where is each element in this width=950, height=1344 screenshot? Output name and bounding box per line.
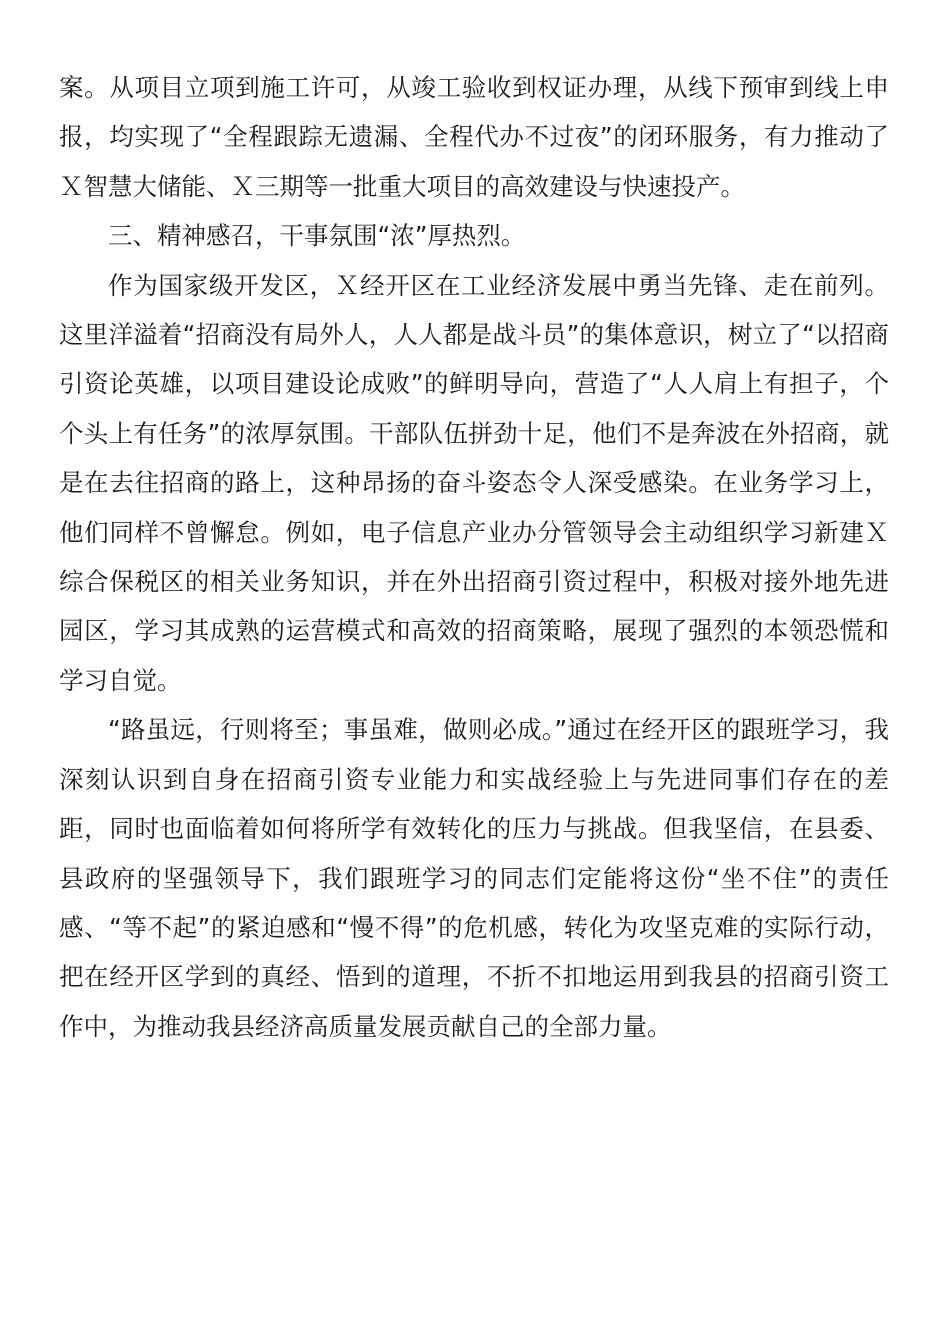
document-body: [59, 63, 889, 1051]
section-heading: 三、精神感召，干事氛围“浓”厚热烈。: [108, 221, 526, 251]
paragraph-conclusion: “路虽远，行则将至；事虽难，做则必成。”通过在经开区的跟班学习，我深刻认识到自身在招商引资专业能力和实战经验上与先进同事们存在的差距，同时也面临着如何将所学有效转化的压力与挑战。但我坚信，在县委、县政府的坚强领导下，我们跟班学习的同志们定能将这份“坐不住”的责任感、“等不起”的紧迫感和“慢不得”的危机感，转化为攻坚克难的实际行动，把在经开区学到的真经、悟到的道理，不折不扣地运用到我县的招商引资工作中，为推动我县经济高质量发展贡献自己的全部力量。: [59, 715, 889, 1041]
paragraph-continuation: 案。从项目立项到施工许可，从竣工验收到权证办理，从线下预审到线上申报，均实现了“全程跟踪无遗漏、全程代办不过夜”的闭环服务，有力推动了Ｘ智慧大储能、Ｘ三期等一批重大项目的高效建设与快速投产。: [59, 73, 889, 201]
paragraph-atmosphere: 作为国家级开发区，Ｘ经开区在工业经济发展中勇当先锋、走在前列。这里洋溢着“招商没有局外人，人人都是战斗员”的集体意识，树立了“以招商引资论英雄，以项目建设论成败”的鲜明导向，营造了“人人肩上有担子，个个头上有任务”的浓厚氛围。干部队伍拼劲十足，他们不是奔波在外招商，就是在去往招商的路上，这种昂扬的奋斗姿态令人深受感染。在业务学习上，他们同样不曾懈怠。例如，电子信息产业办分管领导会主动组织学习新建Ｘ综合保税区的相关业务知识，并在外出招商引资过程中，积极对接外地先进园区，学习其成熟的运营模式和高效的招商策略，展现了强烈的本领恐慌和学习自觉。: [59, 270, 889, 695]
